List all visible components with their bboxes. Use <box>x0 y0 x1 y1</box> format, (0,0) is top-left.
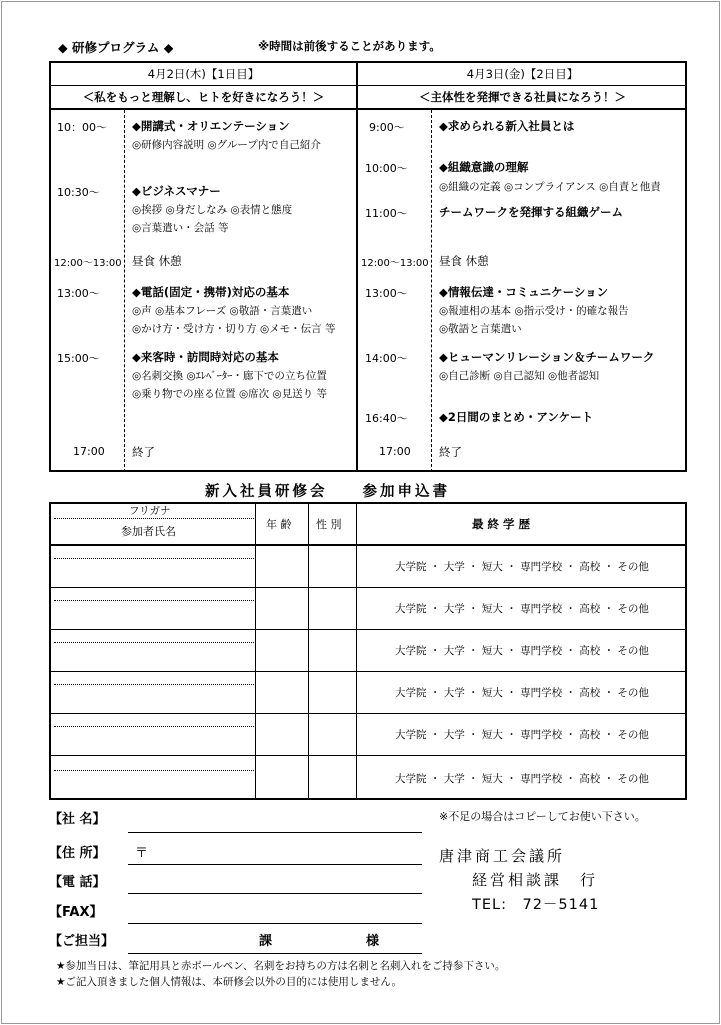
day1-row-title: ◆電話(固定・携帯)対応の基本 <box>132 285 290 299</box>
company-label: 【社 名】 <box>49 812 106 827</box>
day1-row-detail: ◎言葉遣い・会話 等 <box>132 222 229 234</box>
copy-note: ※不足の場合はコピーしてお使い下さい。 <box>439 810 646 823</box>
name-header: 参加者氏名 <box>121 525 176 538</box>
age-header: 年 齢 <box>266 518 292 531</box>
day1-row-title: ◆開講式・オリエンテーション <box>132 119 290 133</box>
note-bring: ★参加当日は、筆記用具と赤ボールペン、名刺をお持ちの方は名刺と名刺入れをご持参下さい。 <box>56 960 506 972</box>
day1-row-time: 13:00～ <box>57 287 100 300</box>
day1-row-detail: ◎かけ方・受け方・切り方 ◎メモ・伝言 等 <box>132 323 336 335</box>
day1-theme: ＜私をもっと理解し、ヒトを好きになろう！＞ <box>82 90 325 104</box>
time-note: ※時間は前後することがあります。 <box>258 39 441 53</box>
day1-row-detail: ◎研修内容説明 ◎グループ内で自己紹介 <box>132 139 321 151</box>
education-options[interactable]: 大学院 ・ 大学 ・ 短大 ・ 専門学校 ・ 高校 ・ その他 <box>395 645 649 657</box>
education-options[interactable]: 大学院 ・ 大学 ・ 短大 ・ 専門学校 ・ 高校 ・ その他 <box>395 773 649 785</box>
day2-row-title: ◆ヒューマンリレーション＆チームワーク <box>439 350 655 364</box>
day2-date: 4月3日(金)【2日目】 <box>466 67 579 81</box>
day2-row-detail: ◎報連相の基本 ◎指示受け・的確な報告 <box>439 305 629 317</box>
day2-row-time: 12:00～13:00 <box>361 258 429 269</box>
phone-field[interactable] <box>128 893 422 894</box>
org-name: 唐津商工会議所 <box>439 847 566 865</box>
org-tel: TEL: 72－5141 <box>472 897 600 913</box>
org-dept: 経営相談課 行 <box>472 871 599 889</box>
education-options[interactable]: 大学院 ・ 大学 ・ 短大 ・ 専門学校 ・ 高校 ・ その他 <box>395 561 649 573</box>
section-suffix: 課 <box>259 934 273 949</box>
fax-field[interactable] <box>128 923 422 924</box>
day1-row-time: 10:30～ <box>57 186 100 199</box>
person-field[interactable] <box>128 953 422 954</box>
day1-row-title: 終了 <box>132 445 155 459</box>
day2-row-title: ◆情報伝達・コミュニケーション <box>439 285 609 299</box>
application-form-table <box>49 502 687 800</box>
day1-row-time: 10：00～ <box>57 121 107 134</box>
day2-row-detail: ◎自己診断 ◎自己認知 ◎他者認知 <box>439 370 600 382</box>
education-options[interactable]: 大学院 ・ 大学 ・ 短大 ・ 専門学校 ・ 高校 ・ その他 <box>395 729 649 741</box>
day1-date: 4月2日(木)【1日目】 <box>147 67 260 81</box>
day2-row-time: 11:00～ <box>365 207 408 220</box>
phone-label: 【電 話】 <box>49 875 106 890</box>
program-title: ◆ 研修プログラム ◆ <box>58 40 174 55</box>
day2-theme: ＜主体性を発揮できる社員になろう！＞ <box>419 90 626 104</box>
day2-row-time: 17:00 <box>379 445 411 458</box>
form-title: 新入社員研修会 参加申込書 <box>205 484 450 500</box>
education-header: 最 終 学 歴 <box>472 517 531 531</box>
day2-row-time: 16:40～ <box>365 412 408 425</box>
day2-row-title: ◆組織意識の理解 <box>439 160 529 174</box>
day1-row-title: 昼食 休憩 <box>132 254 182 268</box>
day2-row-title: ◆2日間のまとめ・アンケート <box>439 410 594 424</box>
day1-row-title: ◆来客時・訪問時対応の基本 <box>132 350 279 364</box>
day1-row-time: 17:00 <box>73 445 105 458</box>
day2-row-title: 終了 <box>439 445 462 459</box>
address-label: 【住 所】 <box>49 846 106 861</box>
day1-row-detail: ◎名刺交換 ◎ｴﾚﾍﾞｰﾀｰ・廊下での立ち位置 <box>132 370 327 382</box>
gender-header: 性 別 <box>316 518 342 531</box>
day1-row-time: 15:00～ <box>57 352 100 365</box>
education-options[interactable]: 大学院 ・ 大学 ・ 短大 ・ 専門学校 ・ 高校 ・ その他 <box>395 603 649 615</box>
day1-row-detail: ◎乗り物での座る位置 ◎席次 ◎見送り 等 <box>132 388 327 400</box>
note-privacy: ★ご記入頂きました個人情報は、本研修会以外の目的には使用しません。 <box>56 976 403 988</box>
schedule-table <box>49 61 687 472</box>
person-label: 【ご担当】 <box>49 934 115 949</box>
day2-row-time: 14:00～ <box>365 352 408 365</box>
day2-row-time: 13:00～ <box>365 287 408 300</box>
address-field[interactable] <box>128 864 422 865</box>
day1-row-time: 12:00～13:00 <box>54 258 122 269</box>
day2-row-detail: ◎敬語と言葉遣い <box>439 323 522 335</box>
day2-row-detail: ◎組織の定義 ◎コンプライアンス ◎自責と他責 <box>439 181 661 193</box>
day1-row-detail: ◎挨拶 ◎身だしなみ ◎表情と態度 <box>132 204 293 216</box>
day1-row-detail: ◎声 ◎基本フレーズ ◎敬語・言葉遣い <box>132 305 313 317</box>
postal-mark: 〒 <box>135 846 149 861</box>
day2-row-time: 10:00～ <box>365 162 408 175</box>
day2-row-title: ◆求められる新入社員とは <box>439 119 575 133</box>
furigana-header: フリガナ <box>129 505 171 517</box>
honorific: 様 <box>366 934 380 949</box>
day2-row-time: 9:00～ <box>369 121 405 134</box>
company-field[interactable] <box>128 832 422 833</box>
education-options[interactable]: 大学院 ・ 大学 ・ 短大 ・ 専門学校 ・ 高校 ・ その他 <box>395 687 649 699</box>
fax-label: 【FAX】 <box>49 905 103 920</box>
day1-row-title: ◆ビジネスマナー <box>132 184 221 198</box>
day2-row-title: 昼食 休憩 <box>439 254 489 268</box>
day2-row-title: チームワークを発揮する組織ゲーム <box>439 205 623 219</box>
